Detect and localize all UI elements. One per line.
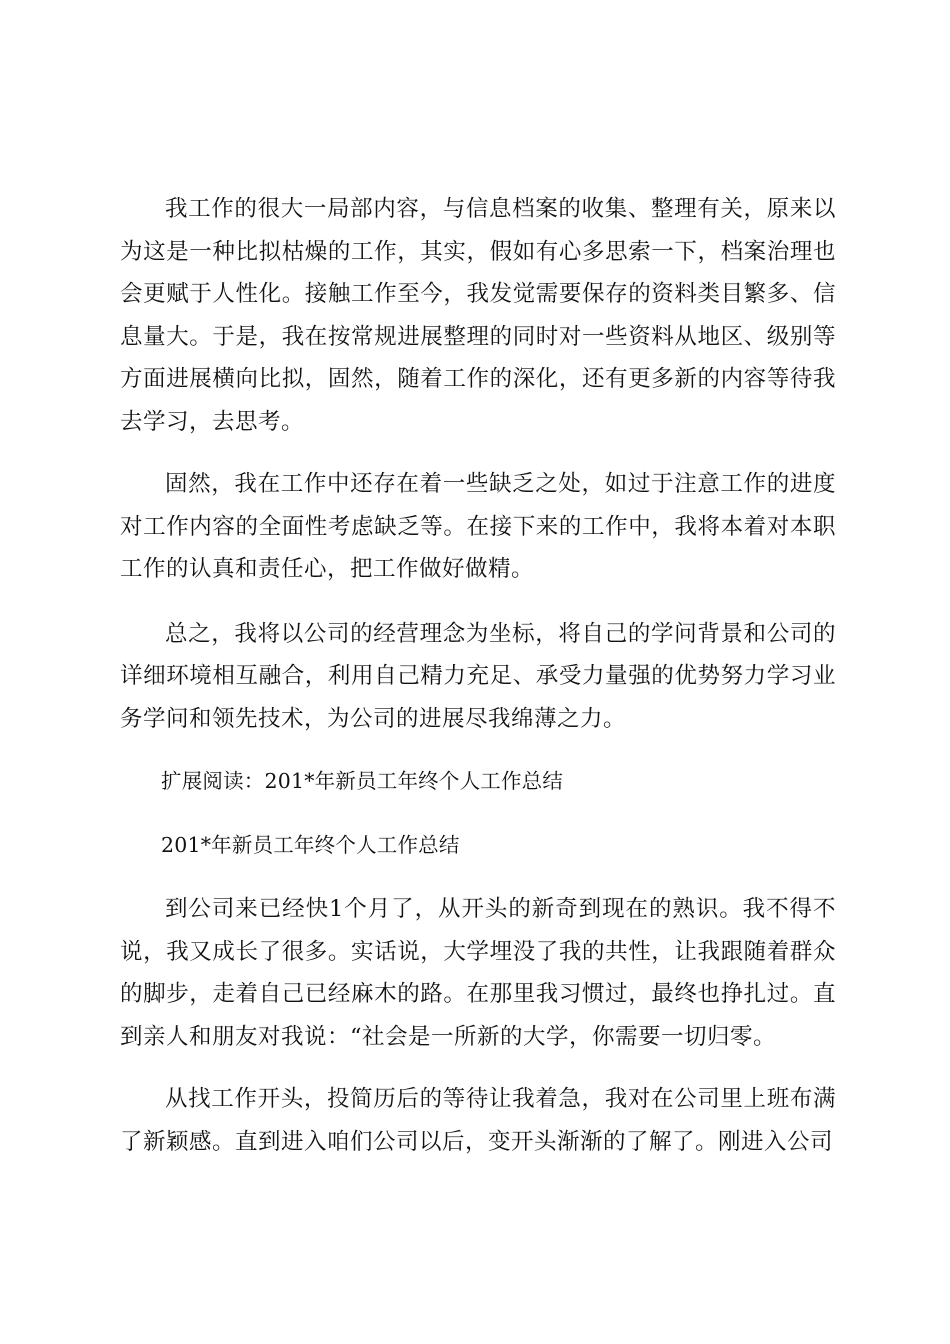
paragraph-shortcomings: 固然，我在工作中还存在着一些缺乏之处，如过于注意工作的进度对工作内容的全面性考虑缺乏等。在接下来的工作中，我将本着对本职工作的认真和责任心，把工作做好做精。 xyxy=(120,471,836,582)
paragraph-job-search: 从找工作开头，投简历后的等待让我着急，我对在公司里上班布满了新颖感。直到进入咱们公司以后，变开头渐渐的了解了。刚进入公司 xyxy=(120,1086,836,1155)
paragraph-first-month: 到公司来已经快1个月了，从开头的新奇到现在的熟识。我不得不说，我又成长了很多。实话说，大学埋没了我的共性，让我跟随着群众的脚步，走着自己已经麻木的路。在那里我习惯过，最终也挣扎过。直到亲人和朋友对我说：“社会是一所新的大学，你需要一切归零。 xyxy=(120,896,836,1050)
paragraph-work-content: 我工作的很大一局部内容，与信息档案的收集、整理有关，原来以为这是一种比拟枯燥的工作，其实，假如有心多思索一下，档案治理也会更赋于人性化。接触工作至今，我发觉需要保存的资料类目繁多、信息量大。于是，我在按常规进展整理的同时对一些资料从地区、级别等方面进展横向比拟，固然，随着工作的深化，还有更多新的内容等待我去学习，去思考。 xyxy=(120,196,836,435)
section-title: 201*年新员工年终个人工作总结 xyxy=(161,832,460,857)
document-body xyxy=(120,188,836,1163)
paragraph-conclusion: 总之，我将以公司的经营理念为坐标，将自己的学问背景和公司的详细环境相互融合，利用自己精力充足、承受力量强的优势努力学习业务学问和领先技术，为公司的进展尽我绵薄之力。 xyxy=(120,620,836,732)
extended-reading-title: 扩展阅读：201*年新员工年终个人工作总结 xyxy=(161,769,564,793)
